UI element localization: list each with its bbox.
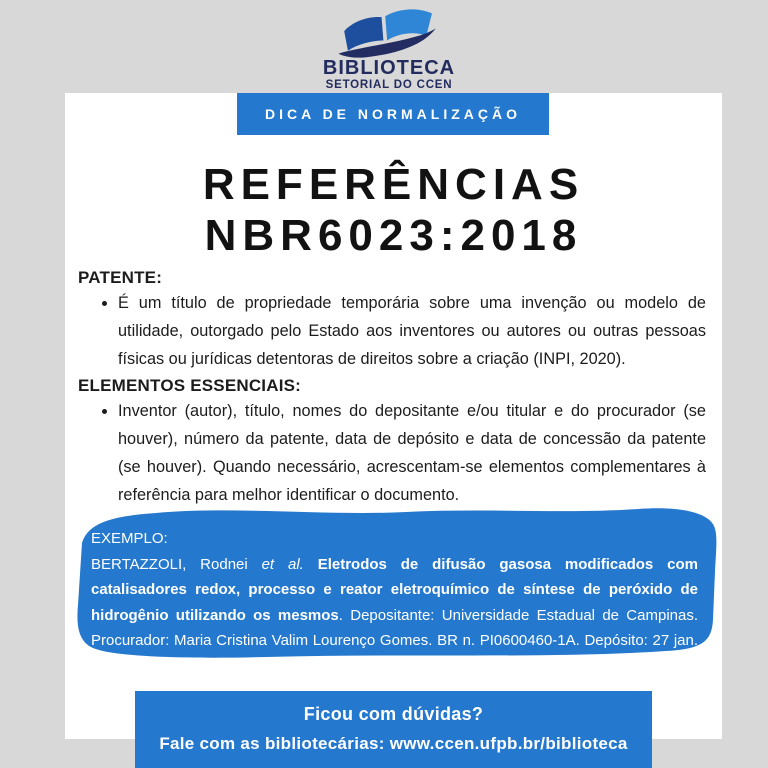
tip-banner: DICA DE NORMALIZAÇÃO: [237, 93, 549, 135]
library-logo: [0, 6, 768, 92]
footer-question: Ficou com dúvidas?: [303, 704, 484, 724]
citation-authors: BERTAZZOLI, Rodnei: [91, 555, 262, 573]
page-title-line1: REFERÊNCIAS: [202, 160, 585, 209]
citation-details: . Depositante: Universidade Estadual de Campinas. Procurador: Maria Cristina Valim Lourenço Gomes. BR n. PI0600460-1A. Depósito: 27 jan. 2006. Concessão: 25 mar. 2008.: [91, 606, 699, 675]
example-label: EXEMPLO:: [91, 530, 168, 547]
section-heading-elementos: ELEMENTOS ESSENCIAIS:: [78, 375, 302, 395]
open-book-icon: [333, 6, 445, 60]
footer-contact-url: Fale com as bibliotecárias: www.ccen.ufpb.br/biblioteca: [159, 734, 628, 753]
section-list-patente: [78, 289, 708, 373]
page-title: [65, 159, 722, 262]
example-content: [66, 499, 722, 679]
body-content: [65, 268, 722, 509]
section-list-elementos: [78, 397, 708, 509]
footer-banner: [135, 691, 652, 768]
citation-et-al: et al.: [261, 555, 304, 573]
logo-library-subtitle: SETORIAL DO CCEN: [325, 79, 453, 91]
page-title-line2: NBR6023:2018: [204, 211, 583, 261]
list-item: • Inventor (autor), título, nomes do depositante e/ou titular e do procurador (se houver), número da patente, data de depósito e data de concessão da patente (se houver). Quando necessário, acrescentam-se elementos complementares à referência para melhor identificar o documento.: [118, 397, 706, 509]
logo-library-name: BIBLIOTECA: [322, 57, 456, 79]
list-item: • É um título de propriedade temporária sobre uma invenção ou modelo de utilidade, outorgado pelo Estado aos inventores ou autores ou outras pessoas físicas ou jurídicas detentoras de direitos sobre a criação (INPI, 2020).: [118, 289, 706, 373]
patent-citation: [91, 552, 698, 680]
citation-title: Eletrodos de difusão gasosa modificados com catalisadores redox, processo e reator eletroquímico de síntese de peróxido de hidrogênio utilizando os mesmos: [91, 555, 698, 624]
example-highlight-box: [66, 499, 722, 675]
section-heading-patente: PATENTE:: [78, 267, 163, 287]
